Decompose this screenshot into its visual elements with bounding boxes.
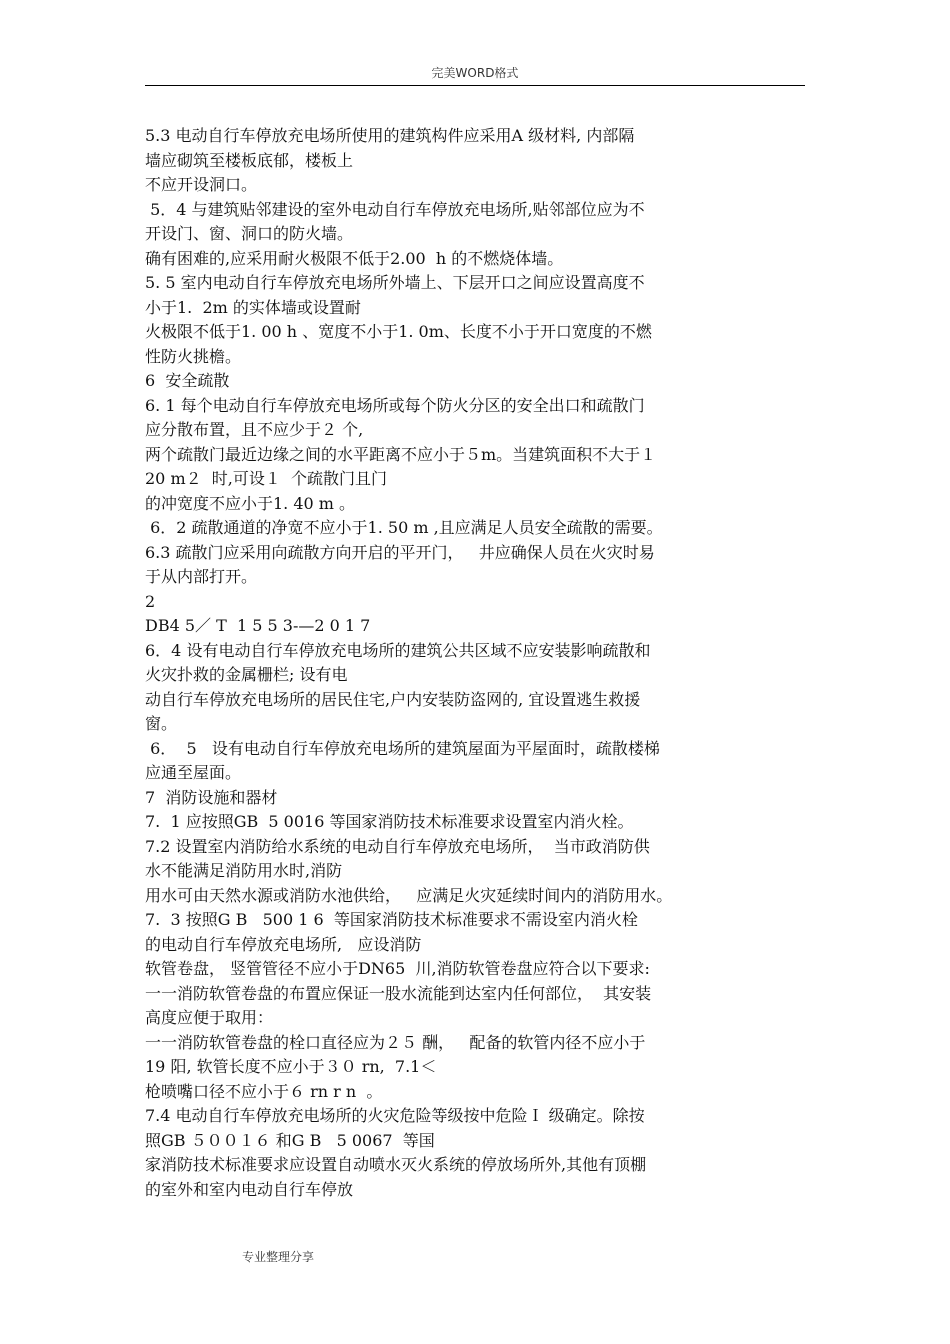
text-line: 应通至屋面。 <box>145 763 242 782</box>
text-line: 火灾扑救的金属栅栏; 设有电 <box>145 665 348 684</box>
text-line: 6 安全疏散 <box>145 371 230 390</box>
text-line: 应分散布置，且不应少于２ 个, <box>145 420 364 439</box>
header-divider <box>145 85 805 86</box>
document-body <box>145 124 813 1202</box>
text-line: 墙应砌筑至楼板底郁，楼板上 <box>145 150 354 170</box>
text-line: 不应开设洞口。 <box>145 175 258 194</box>
page-footer: 专业整理分享 <box>242 1250 315 1264</box>
text-line: 6．2 疏散通道的净宽不应小于1. 50 m ,且应满足人员安全疏散的需要。 <box>145 518 663 537</box>
text-line: 6．4 设有电动自行车停放充电场所的建筑公共区域不应安装影响疏散和 <box>145 640 651 660</box>
text-line: 的电动自行车停放充电场所, 应设消防 <box>145 934 422 954</box>
text-line: 枪喷嘴口径不应小于６ rn r n 。 <box>145 1081 383 1101</box>
text-line: 7. 1 应按照GB 5 0016 等国家消防技术标准要求设置室内消火栓。 <box>145 812 634 831</box>
text-line: 窗。 <box>145 714 178 733</box>
text-line: 6． 5 设有电动自行车停放充电场所的建筑屋面为平屋面时，疏散楼梯 <box>145 738 660 758</box>
text-line: 7. 3 按照G B 500 1 6 等国家消防技术标准要求不需设室内消火栓 <box>145 910 638 929</box>
text-line: 2 <box>145 591 156 611</box>
text-line: 20 m２ 时,可设１ 个疏散门且门 <box>145 469 388 488</box>
text-line: 性防火挑檐。 <box>145 346 242 366</box>
text-line: 火极限不低于1. 00 h 、宽度不小于1. 0m、长度不小于开口宽度的不燃 <box>145 322 652 341</box>
text-line: 家消防技术标准要求应设置自动喷水灭火系统的停放场所外,其他有顶棚 <box>145 1155 647 1174</box>
text-line: DB4 5／ T 1 5 5 3-—2 0 1 7 <box>145 616 371 635</box>
text-line: 一一消防软管卷盘的布置应保证一股水流能到达室内任何部位， 其安装 <box>145 983 652 1003</box>
text-line: 于从内部打开。 <box>145 567 258 586</box>
text-line: 6. 1 每个电动自行车停放充电场所或每个防火分区的安全出口和疏散门 <box>145 395 645 415</box>
text-line: 7 消防设施和器材 <box>145 787 278 807</box>
text-line: 19 阳, 软管长度不应小于３０ rn, 7.1＜ <box>145 1057 437 1076</box>
text-line: 的室外和室内电动自行车停放 <box>145 1179 354 1199</box>
text-line: 确有困难的,应采用耐火极限不低于2.00 h 的不燃烧体墙。 <box>145 248 564 268</box>
text-line: 软管卷盘， 竖管管径不应小于DN65 川,消防软管卷盘应符合以下要求: <box>145 959 650 978</box>
text-line: 照GB ５００１６ 和G B 5 0067 等国 <box>145 1130 435 1150</box>
text-line: 小于1. 2m 的实体墙或设置耐 <box>145 297 361 317</box>
page-header: 完美WORD格式 <box>431 66 519 80</box>
text-line: 高度应便于取用： <box>145 1008 274 1027</box>
text-line: 一一消防软管卷盘的栓口直径应为２５ 酬， 配备的软管内径不应小于 <box>145 1032 646 1052</box>
text-line: 动自行车停放充电场所的居民住宅,户内安装防盗网的, 宜设置逃生救援 <box>145 689 641 709</box>
text-line: 7.2 设置室内消防给水系统的电动自行车停放充电场所， 当市政消防供 <box>145 836 650 856</box>
text-line: 水不能满足消防用水时,消防 <box>145 861 343 880</box>
text-line: 5.3 电动自行车停放充电场所使用的建筑构件应采用A 级材料, 内部隔 <box>145 126 635 145</box>
text-line: 5. 5 室内电动自行车停放充电场所外墙上、下层开口之间应设置高度不 <box>145 273 645 292</box>
text-line: 两个疏散门最近边缘之间的水平距离不应小于５m。当建筑面积不大于１ <box>145 444 657 464</box>
text-line: 7.4 电动自行车停放充电场所的火灾危险等级按中危险Ｉ 级确定。除按 <box>145 1106 645 1125</box>
text-line: 5．4 与建筑贴邻建设的室外电动自行车停放充电场所,贴邻部位应为不 <box>145 199 645 219</box>
text-line: 用水可由天然水源或消防水池供给， 应满足火灾延续时间内的消防用水。 <box>145 885 673 905</box>
text-line: 的冲宽度不应小于1. 40 m 。 <box>145 493 356 513</box>
text-line: 开设门、窗、洞口的防火墙。 <box>145 224 354 243</box>
text-line: 6.3 疏散门应采用向疏散方向开启的平开门， 井应确保人员在火灾时易 <box>145 542 655 562</box>
